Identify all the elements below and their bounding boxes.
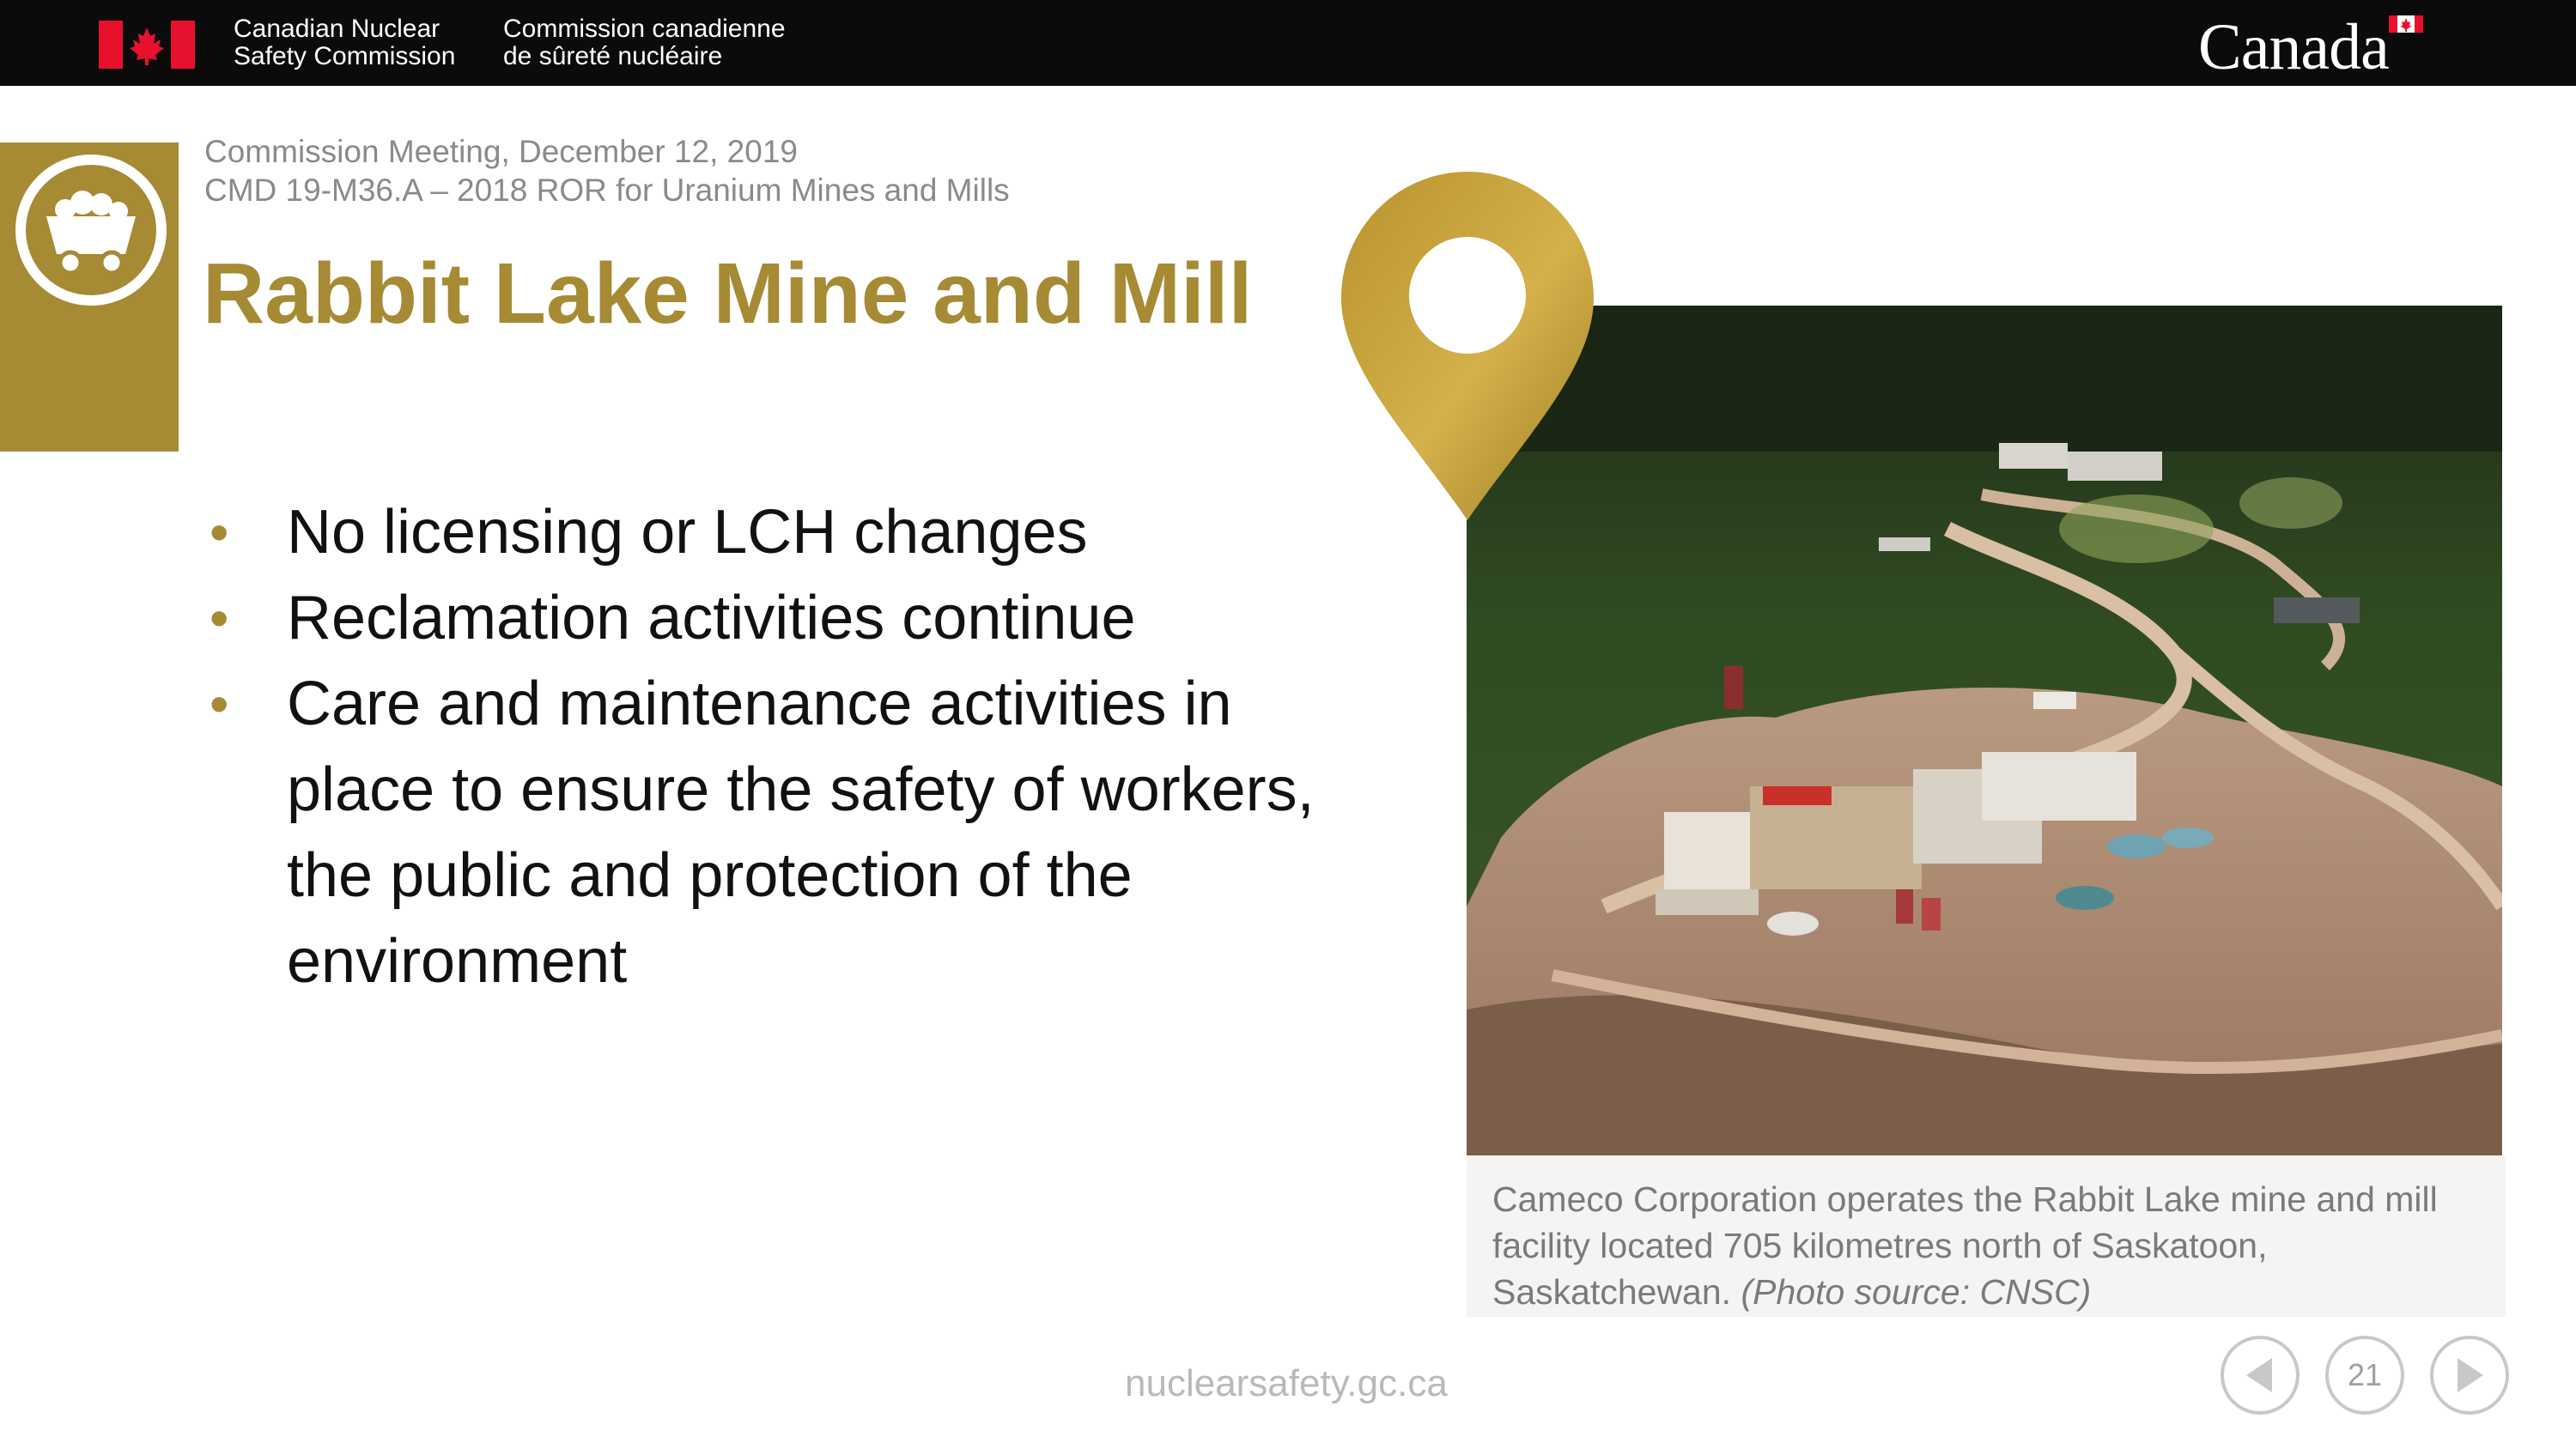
wordmark-flag-icon — [2389, 15, 2423, 33]
next-arrow-icon — [2433, 1339, 2506, 1411]
dept-fr-line1: Commission canadienne — [503, 15, 786, 43]
caption-source: (Photo source: CNSC) — [1741, 1272, 2092, 1312]
bullet-text: Reclamation activities continue — [287, 584, 1136, 652]
bullet-list — [203, 489, 1319, 1004]
dept-fr-line2: de sûreté nucléaire — [503, 42, 723, 70]
bullet-item — [203, 489, 1319, 575]
bullet-marker: • — [210, 673, 229, 735]
bullet-item — [203, 575, 1319, 661]
previous-arrow-icon — [2224, 1339, 2296, 1411]
canada-flag-icon — [99, 21, 195, 69]
bullet-text: No licensing or LCH changes — [287, 498, 1088, 567]
footer-website-link[interactable]: nuclearsafety.gc.ca — [1125, 1362, 1448, 1404]
bullet-text: Care and maintenance activities in place to ensure the safety of workers, the public and protection of the environment — [287, 670, 1315, 996]
photo-caption — [1467, 1155, 2506, 1317]
previous-slide-button[interactable] — [2221, 1336, 2300, 1415]
canada-wordmark: Canada — [2198, 11, 2389, 83]
mine-cart-icon — [39, 184, 143, 278]
slide-title: Rabbit Lake Mine and Mill — [203, 246, 1253, 342]
department-name-english — [234, 15, 455, 70]
aerial-site-photo — [1467, 306, 2502, 1155]
bullet-item — [203, 661, 1319, 1004]
location-pin-icon — [1336, 167, 1599, 527]
cmd-reference: CMD 19-M36.A – 2018 ROR for Uranium Mines and Mills — [204, 173, 1010, 208]
slide-number: 21 — [2325, 1336, 2404, 1415]
department-name-french — [503, 15, 786, 70]
government-header-bar — [0, 0, 2576, 86]
meeting-date: Commission Meeting, December 12, 2019 — [204, 134, 798, 169]
next-slide-button[interactable] — [2430, 1336, 2509, 1415]
bullet-marker: • — [210, 501, 229, 563]
dept-en-line1: Canadian Nuclear — [234, 15, 440, 43]
bullet-marker: • — [210, 587, 229, 649]
caption-text: Cameco Corporation operates the Rabbit Lake mine and mill facility located 705 kilometres north of Saskatoon, Saskatchewan. — [1492, 1179, 2438, 1312]
dept-en-line2: Safety Commission — [234, 42, 456, 70]
